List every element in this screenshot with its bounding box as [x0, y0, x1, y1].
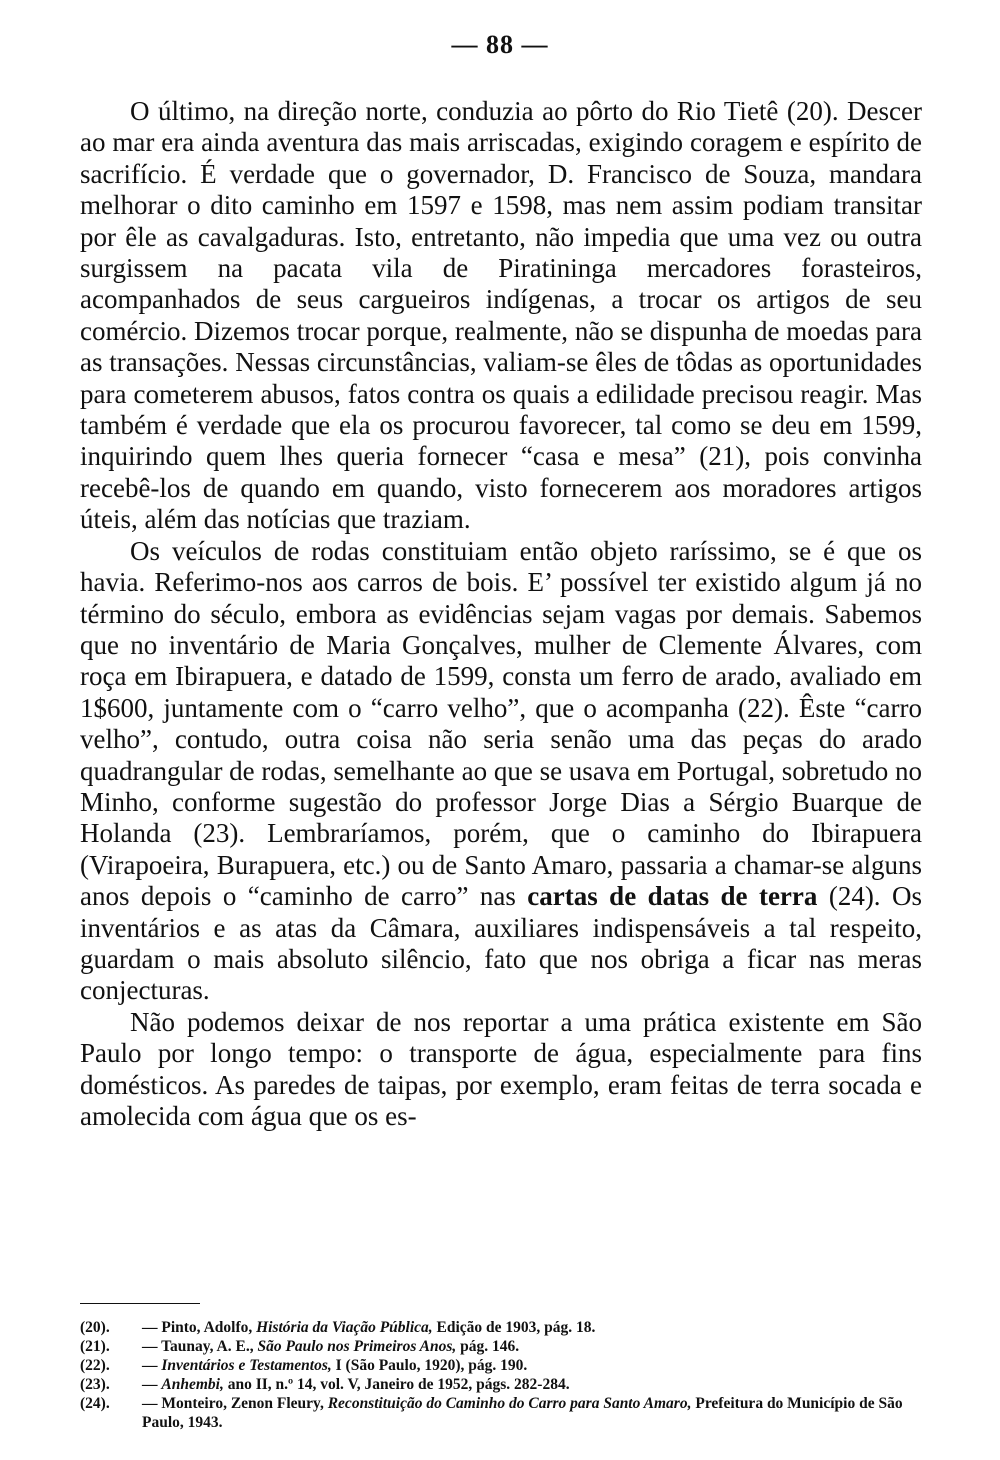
- footnote-text: [142, 1375, 922, 1394]
- footnote: [80, 1394, 922, 1432]
- footnotes: [80, 1318, 922, 1432]
- footnote-details: pág. 146.: [460, 1338, 520, 1355]
- page-number: — 88 —: [451, 30, 549, 59]
- paragraph: [80, 96, 922, 536]
- footnote-number: (22).: [80, 1357, 110, 1374]
- footnote-number: (21).: [80, 1338, 110, 1355]
- footnote-text: [142, 1337, 922, 1356]
- footnote-number: (24).: [80, 1395, 110, 1412]
- footnote-text: [142, 1356, 922, 1375]
- footnote-title: Inventários e Testamentos,: [161, 1357, 332, 1374]
- paragraph-text: O último, na direção norte, conduzia ao pôrto do Rio Tietê (20). Descer ao mar era ainda aventura das mais arriscadas, exigindo coragem e espírito de sacrifício. É verdade que o governador, D. Francisco de Souza, mandara melhorar o dito caminho em 1597 e 1598, mas nem assim podiam transitar por êle as cavalgaduras. Isto, entretanto, não impedia que uma vez ou outra surgissem na pacata vila de Piratininga mercadores forasteiros, acompanhados de seus cargueiros indígenas, a trocar os artigos de seu comércio. Dizemos trocar porque, realmente, não se dispunha de moedas para as transações. Nessas circunstâncias, valiam-se êles de tôdas as oportunidades para cometerem abusos, fatos contra os quais a edilidade precisou reagir. Mas também é verdade que ela os procurou favorecer, tal como se deu em 1599, inquirindo quem lhes queria fornecer “casa e mesa” (21), pois convinha recebê-los de quando em quando, visto fornecerem aos moradores artigos úteis, além das notícias que traziam.: [80, 96, 922, 535]
- footnote-number: (23).: [80, 1376, 110, 1393]
- main-text: [80, 96, 922, 1132]
- footnote-title: História da Viação Pública,: [256, 1319, 433, 1336]
- footnote-text: [142, 1394, 922, 1432]
- paragraph-text: Não podemos deixar de nos reportar a uma prática existente em São Paulo por longo tempo: o transporte de água, especialmente para fins domésticos. As paredes de taipas, por exemplo, eram feitas de terra socada e amolecida com água que os es-: [80, 1006, 922, 1131]
- footnote-author: — Monteiro, Zenon Fleury,: [142, 1395, 324, 1412]
- footnote-details: Edição de 1903, pág. 18.: [436, 1319, 596, 1336]
- bold-term: cartas de datas de terra: [527, 881, 818, 912]
- footnote-title: Anhembi,: [161, 1376, 224, 1393]
- footnote-title: Reconstituição do Caminho do Carro para Santo Amaro,: [327, 1395, 692, 1412]
- footnote: [80, 1318, 922, 1337]
- footnote-title: São Paulo nos Primeiros Anos,: [257, 1338, 457, 1355]
- footnote: [80, 1337, 922, 1356]
- footnote-details: I (São Paulo, 1920), pág. 190.: [335, 1357, 528, 1374]
- footnote-details: ano II, n.º 14, vol. V, Janeiro de 1952, págs. 282-284.: [227, 1376, 570, 1393]
- paragraph: [80, 1007, 922, 1133]
- footnote: [80, 1375, 922, 1394]
- footnote-divider: [80, 1303, 200, 1304]
- paragraph: [80, 536, 922, 1007]
- footnote-number: (20).: [80, 1319, 110, 1336]
- footnote-author: —: [142, 1376, 158, 1393]
- footnote-author: —: [142, 1357, 158, 1374]
- footnote-details: Prefeitura do Município de São Paulo, 1943.: [142, 1395, 903, 1431]
- footnote: [80, 1356, 922, 1375]
- paragraph-text: (24). Os inventários e as atas da Câmara, auxiliares indispensáveis a tal respeito, guardam o mais absoluto silêncio, fato que nos obriga a ficar nas meras conjecturas.: [80, 881, 922, 1006]
- footnote-author: — Taunay, A. E.,: [142, 1338, 254, 1355]
- paragraph-text: Os veículos de rodas constituiam então objeto raríssimo, se é que os havia. Referimo-nos aos carros de bois. E’ possível ter existido algum já no término do século, embora as evidências sejam vagas por demais. Sabemos que no inventário de Maria Gonçalves, mulher de Clemente Álvares, com roça em Ibirapuera, e datado de 1599, consta um ferro de arado, avaliado em 1$600, juntamente com o “carro velho”, que o acompanha (22). Êste “carro velho”, contudo, outra coisa não seria senão uma das peças do arado quadrangular de rodas, semelhante ao que se usava em Portugal, sobretudo no Minho, conforme sugestão do professor Jorge Dias a Sérgio Buarque de Holanda (23). Lembraríamos, porém, que o caminho do Ibirapuera (Virapoeira, Burapuera, etc.) ou de Santo Amaro, passaria a chamar-se alguns anos depois o “caminho de carro” nas: [80, 535, 922, 912]
- footnote-author: — Pinto, Adolfo,: [142, 1319, 253, 1336]
- footnote-text: [142, 1318, 922, 1337]
